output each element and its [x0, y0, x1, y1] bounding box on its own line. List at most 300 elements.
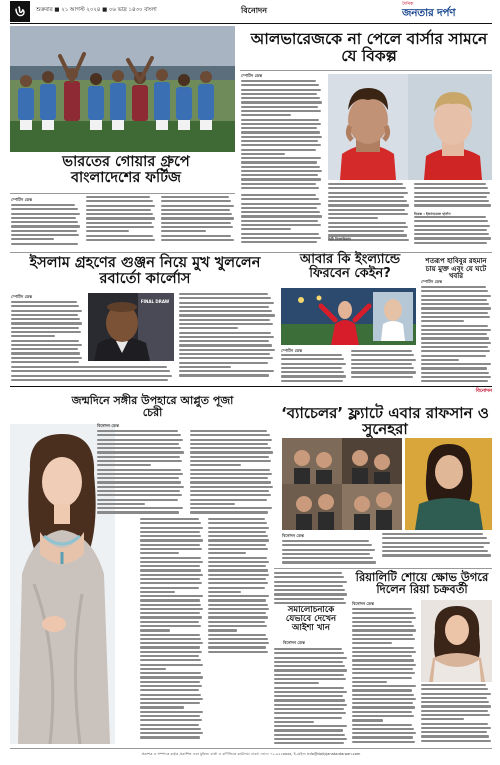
text-line	[190, 464, 241, 466]
text-line	[208, 544, 266, 546]
text-line	[274, 708, 344, 710]
text-line	[179, 319, 270, 321]
text-line	[208, 574, 269, 576]
text-line	[97, 477, 179, 479]
text-line	[86, 196, 150, 198]
text-line	[414, 183, 486, 185]
text-line	[86, 213, 153, 215]
carlos-photo-caption: FINAL DRAW	[140, 299, 170, 304]
text-line	[140, 527, 203, 529]
text-line	[328, 200, 407, 202]
text-line	[208, 522, 267, 524]
text-line	[274, 695, 343, 697]
text-line	[140, 561, 203, 563]
text-line	[140, 664, 203, 666]
text-line	[86, 235, 153, 237]
text-line	[190, 456, 269, 458]
text-line	[97, 460, 182, 462]
text-line	[208, 604, 268, 606]
text-line	[140, 599, 200, 601]
text-line	[328, 192, 408, 194]
text-line	[274, 691, 347, 693]
text-line	[11, 340, 79, 342]
text-line	[190, 439, 272, 441]
text-line	[328, 217, 378, 219]
text-line	[352, 612, 414, 614]
bangladesh-byline: স্পোর্টস ডেস্ক	[11, 197, 33, 202]
text-line	[208, 591, 241, 593]
text-line	[421, 688, 488, 690]
carlos-byline: স্পোর্টস ডেস্ক	[11, 294, 33, 299]
divider-label: বিনোদন	[475, 388, 492, 394]
text-line	[351, 363, 412, 365]
carlos-body-col-3	[179, 293, 276, 381]
text-line	[179, 306, 269, 308]
text-line	[241, 237, 321, 239]
text-line	[328, 226, 408, 228]
text-line	[421, 380, 488, 382]
text-line	[351, 376, 413, 378]
riya-body-col-1	[352, 608, 417, 744]
text-line	[241, 207, 317, 209]
text-line	[382, 542, 490, 544]
text-line	[190, 494, 271, 496]
text-line	[86, 222, 152, 224]
text-line	[86, 230, 129, 232]
text-line	[179, 374, 269, 376]
text-line	[352, 689, 412, 691]
text-line	[241, 89, 321, 91]
england-headline: আবার কি ইংল্যান্ডে ফিরবেন কেইন?	[299, 252, 401, 282]
text-line	[86, 239, 155, 241]
carlos-body-col-2	[88, 366, 174, 382]
text-line	[351, 359, 416, 361]
text-line	[414, 187, 488, 189]
section-rule-1	[10, 252, 492, 253]
text-line	[11, 301, 77, 303]
text-line	[179, 370, 274, 372]
text-line	[140, 552, 179, 554]
text-line	[274, 593, 347, 595]
text-line	[140, 629, 170, 631]
puja-body-col-1	[97, 430, 185, 516]
text-line	[190, 447, 271, 449]
logo-main-text: জনতার দর্পণ	[402, 7, 456, 19]
text-line	[241, 110, 321, 112]
text-line	[421, 710, 488, 712]
text-line	[161, 222, 231, 224]
text-line	[421, 705, 491, 707]
text-line	[179, 323, 273, 325]
text-line	[274, 678, 346, 680]
text-line	[352, 724, 412, 726]
alvarez-body-col-2	[328, 183, 410, 243]
text-line	[208, 612, 266, 614]
text-line	[161, 205, 234, 207]
text-line	[421, 286, 486, 288]
alvarez-body-col-1	[241, 80, 323, 194]
text-line	[97, 486, 184, 488]
text-line	[161, 226, 233, 228]
text-line	[161, 235, 231, 237]
text-line	[140, 569, 201, 571]
text-line	[421, 740, 491, 742]
text-line	[86, 205, 155, 207]
text-line	[97, 494, 182, 496]
text-line	[208, 599, 266, 601]
text-line	[414, 237, 491, 239]
text-line	[88, 370, 170, 372]
text-line	[274, 652, 344, 654]
text-line	[241, 114, 291, 116]
footer-text: প্রকাশক ও সম্পাদক কর্তৃক প্রকাশিত এবং মুদ্রিত। বার্তা ও বাণিজ্যিক কার্যালয়: ঢাকা। ফোন: ০২-৯৫৫xxxx, ই-মেইল: info@dailyjanatardarpan.com	[141, 752, 361, 756]
alvarez-byline: স্পোর্টস ডেস্ক	[241, 73, 263, 78]
text-line	[97, 469, 181, 471]
text-line	[241, 187, 319, 189]
text-line	[274, 738, 347, 740]
text-line	[140, 668, 166, 670]
text-line	[97, 430, 178, 432]
text-line	[208, 629, 237, 631]
text-line	[328, 230, 404, 232]
text-line	[352, 621, 412, 623]
text-line	[208, 621, 265, 623]
text-line	[414, 192, 490, 194]
bangladesh-headline-rule	[10, 193, 235, 194]
text-line	[352, 659, 414, 661]
text-line	[140, 715, 200, 717]
text-line	[208, 587, 265, 589]
text-line	[11, 208, 78, 210]
text-line	[281, 354, 342, 356]
text-line	[241, 101, 322, 103]
puja-body-col-3	[140, 518, 204, 744]
text-line	[11, 305, 79, 307]
alvarez-body-col-3	[414, 183, 492, 209]
bangladesh-body-col-2	[86, 196, 156, 246]
text-line	[274, 721, 314, 723]
text-line	[421, 320, 464, 322]
text-line	[161, 217, 234, 219]
text-line	[281, 371, 344, 373]
text-line	[352, 638, 415, 640]
text-line	[11, 331, 81, 333]
text-line	[190, 503, 235, 505]
criticism-byline: বিনোদন ডেস্ক	[283, 640, 305, 645]
text-line	[161, 200, 231, 202]
sunehra-photo	[405, 438, 492, 530]
text-line	[11, 357, 82, 359]
text-line	[241, 198, 319, 200]
text-line	[352, 651, 416, 653]
text-line	[274, 717, 342, 719]
criticism-top-rule	[274, 568, 492, 569]
text-line	[11, 243, 78, 245]
text-line	[208, 518, 265, 520]
text-line	[140, 681, 200, 683]
text-line	[414, 229, 487, 231]
text-line	[241, 140, 318, 142]
alvarez-subhead-2: চিঠি নিজারিয়ান	[328, 237, 351, 241]
text-line	[241, 194, 316, 196]
text-line	[190, 499, 267, 501]
text-line	[241, 220, 318, 222]
text-line	[97, 439, 183, 441]
text-line	[11, 344, 82, 346]
text-line	[274, 729, 343, 731]
text-line	[97, 434, 181, 436]
puja-body-col-4	[208, 518, 270, 654]
text-line	[241, 211, 320, 213]
text-line	[421, 376, 491, 378]
text-line	[421, 342, 491, 344]
text-line	[421, 350, 490, 352]
bachelor-cast-photo	[282, 438, 402, 530]
text-line	[97, 490, 180, 492]
text-line	[161, 230, 206, 232]
text-line	[190, 507, 272, 509]
text-line	[140, 518, 199, 520]
text-line	[179, 310, 272, 312]
text-line	[421, 684, 486, 686]
text-line	[281, 380, 343, 382]
text-line	[241, 123, 321, 125]
text-line	[11, 217, 76, 219]
text-line	[11, 335, 55, 337]
text-line	[208, 638, 268, 640]
text-line	[351, 350, 412, 352]
text-line	[97, 464, 151, 466]
bachelor-byline: বিনোদন ডেস্ক	[282, 533, 304, 538]
text-line	[11, 234, 79, 236]
text-line	[241, 157, 321, 159]
text-line	[274, 682, 319, 684]
text-line	[421, 325, 488, 327]
text-line	[140, 539, 203, 541]
text-line	[282, 557, 373, 559]
text-line	[179, 293, 268, 295]
text-line	[421, 307, 491, 309]
text-line	[11, 310, 82, 312]
carlos-photo	[88, 293, 174, 361]
riya-photo	[421, 600, 492, 682]
text-line	[11, 225, 80, 227]
text-line	[140, 672, 201, 674]
text-line	[140, 582, 202, 584]
riya-body-col-2	[421, 684, 492, 744]
text-line	[241, 166, 320, 168]
criticism-body-top	[274, 572, 348, 604]
text-line	[241, 178, 321, 180]
text-line	[140, 604, 201, 606]
text-line	[241, 224, 321, 226]
text-line	[241, 203, 321, 205]
text-line	[274, 602, 346, 604]
page-number: ৬	[10, 1, 30, 22]
text-line	[241, 215, 322, 217]
text-line	[140, 522, 201, 524]
text-line	[352, 617, 416, 619]
text-line	[382, 537, 487, 539]
text-line	[97, 503, 145, 505]
text-line	[414, 216, 486, 218]
text-line	[140, 625, 201, 627]
text-line	[421, 735, 489, 737]
text-line	[274, 581, 347, 583]
text-line	[208, 616, 268, 618]
text-line	[190, 486, 273, 488]
text-line	[190, 443, 268, 445]
text-line	[140, 548, 202, 550]
text-line	[208, 595, 269, 597]
text-line	[352, 715, 414, 717]
text-line	[179, 366, 231, 368]
text-line	[140, 608, 203, 610]
text-line	[274, 699, 345, 701]
text-line	[208, 561, 269, 563]
text-line	[140, 694, 201, 696]
text-line	[414, 220, 488, 222]
text-line	[328, 209, 405, 211]
text-line	[382, 546, 484, 548]
text-line	[208, 569, 268, 571]
text-line	[97, 473, 183, 475]
text-line	[382, 533, 483, 535]
text-line	[282, 553, 370, 555]
text-line	[421, 303, 489, 305]
text-line	[140, 535, 201, 537]
text-line	[274, 648, 342, 650]
text-line	[140, 646, 200, 648]
text-line	[352, 642, 392, 644]
text-line	[352, 711, 412, 713]
logo-small-text: দৈনিক	[402, 2, 414, 7]
text-line	[97, 451, 184, 453]
text-line	[241, 144, 321, 146]
text-line	[241, 106, 318, 108]
text-line	[140, 702, 200, 704]
text-line	[351, 354, 414, 356]
text-line	[241, 93, 317, 95]
text-line	[352, 702, 413, 704]
text-line	[140, 655, 199, 657]
text-line	[421, 723, 488, 725]
text-line	[274, 712, 346, 714]
text-line	[140, 711, 203, 713]
text-line	[414, 233, 489, 235]
text-line	[11, 361, 79, 363]
text-line	[11, 318, 80, 320]
text-line	[11, 230, 77, 232]
text-line	[208, 625, 267, 627]
text-line	[421, 359, 459, 361]
text-line	[241, 136, 322, 138]
text-line	[352, 629, 416, 631]
alvarez-player-photo	[328, 74, 492, 180]
text-line	[352, 681, 387, 683]
text-line	[241, 174, 318, 176]
text-line	[88, 366, 167, 368]
text-line	[421, 701, 489, 703]
text-line	[140, 574, 203, 576]
text-line	[414, 196, 487, 198]
text-line	[140, 595, 203, 597]
carlos-headline: ইসলাম গ্রহণের গুঞ্জন নিয়ে মুখ খুললেন রবার্তো কার্লোস	[29, 255, 261, 287]
text-line	[140, 557, 201, 559]
text-line	[97, 507, 183, 509]
text-line	[274, 674, 344, 676]
text-line	[241, 119, 319, 121]
text-line	[274, 742, 344, 744]
kane-photo	[281, 288, 416, 345]
text-line	[11, 348, 78, 350]
text-line	[208, 608, 269, 610]
text-line	[179, 336, 274, 338]
text-line	[352, 672, 415, 674]
text-line	[140, 724, 199, 726]
text-line	[274, 734, 345, 736]
text-line	[328, 196, 404, 198]
text-line	[179, 362, 268, 364]
bachelor-headline: ‘ব্যাচেলর’ ফ্ল্যাটে এবার রাফসান ও সুনেহরা	[281, 404, 489, 439]
text-line	[140, 587, 199, 589]
text-line	[274, 669, 347, 671]
text-line	[208, 548, 268, 550]
text-line	[208, 642, 269, 644]
text-line	[282, 540, 369, 542]
text-line	[190, 477, 268, 479]
text-line	[281, 375, 346, 377]
bachelor-body-col-2	[382, 533, 492, 565]
text-line	[241, 127, 317, 129]
text-line	[421, 718, 464, 720]
text-line	[274, 725, 347, 727]
text-line	[352, 732, 416, 734]
alvarez-subhead: বিকল্প : ইভানডেজ হার্নান	[414, 212, 451, 216]
text-line	[241, 183, 316, 185]
text-line	[140, 591, 175, 593]
text-line	[352, 647, 414, 649]
text-line	[140, 616, 202, 618]
riya-byline: বিনোদন ডেস্ক	[352, 601, 374, 606]
text-line	[11, 213, 80, 215]
alvarez-body-col-3b	[414, 216, 492, 246]
text-line	[190, 490, 269, 492]
text-line	[351, 371, 416, 373]
text-line	[86, 226, 154, 228]
text-line	[414, 204, 491, 206]
text-line	[352, 608, 412, 610]
text-line	[161, 239, 234, 241]
text-line	[88, 375, 172, 377]
text-line	[328, 213, 408, 215]
text-line	[140, 698, 203, 700]
alvarez-body-col-1b	[241, 194, 323, 246]
shahriar-headline: শতরূপ হাবিবুর রহমান চায় মুক্ত এবং যে ঘটে খবরি	[425, 257, 487, 281]
text-line	[140, 685, 202, 687]
text-line	[421, 346, 488, 348]
text-line	[328, 222, 406, 224]
text-line	[382, 554, 491, 556]
text-line	[140, 638, 201, 640]
criticism-body	[274, 648, 348, 744]
text-line	[414, 225, 490, 227]
text-line	[97, 511, 179, 513]
text-line	[208, 552, 246, 554]
text-line	[208, 634, 266, 636]
text-line	[140, 634, 200, 636]
text-line	[140, 612, 200, 614]
